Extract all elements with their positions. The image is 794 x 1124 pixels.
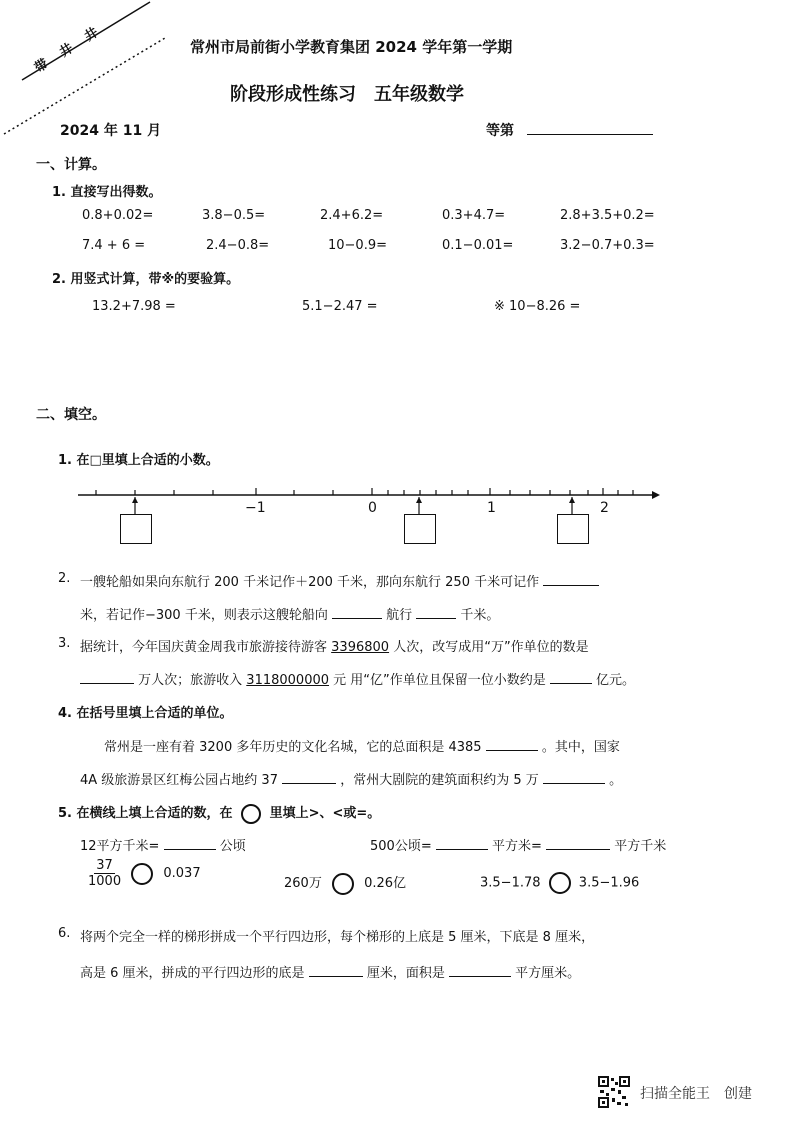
fill-blank[interactable]: [282, 771, 336, 784]
answer-box[interactable]: [404, 514, 436, 544]
fill-blank[interactable]: [486, 738, 538, 751]
s2-q3-line1: 据统计，今年国庆黄金周我市旅游接待游客 3396800 人次，改写成用“万”作单位的数是: [80, 640, 589, 655]
compare-item: 260万 0.26亿: [284, 872, 406, 895]
s2-q2-line1: 一艘轮船如果向东航行 200 千米记作＋200 千米，那向东航行 250 千米可记作: [80, 571, 599, 590]
s2-q5-row1-b: 500公顷= 平方米= 平方千米: [370, 839, 667, 854]
section2-title: 二、填空。: [36, 407, 106, 423]
qr-code-icon: [598, 1076, 630, 1108]
calc-item: 2.8+3.5+0.2=: [560, 208, 655, 223]
s2-q5-row1: 12平方千米= 公顷: [80, 839, 246, 854]
tick-label: −1: [245, 500, 266, 516]
fill-blank[interactable]: [543, 771, 605, 784]
section1-title: 一、计算。: [36, 157, 106, 173]
calc-item: 2.4+6.2=: [320, 208, 384, 223]
compare-item: 3.5−1.78 3.5−1.96: [480, 872, 639, 894]
calc-item: 10−0.9=: [328, 238, 388, 253]
grade-field[interactable]: [486, 120, 653, 140]
s2-q6-line2: 高是 6 厘米，拼成的平行四边形的底是 厘米，面积是 平方厘米。: [80, 966, 581, 981]
answer-box[interactable]: [557, 514, 589, 544]
s2-q4-line1: 常州是一座有着 3200 多年历史的文化名城，它的总面积是 4385 。其中，国家: [104, 740, 620, 755]
s2-q4-label: 4. 在括号里填上合适的单位。: [58, 706, 233, 721]
tick-label: 1: [487, 500, 496, 516]
calc-item: 2.4−0.8=: [206, 238, 270, 253]
s2-q1-label: 1. 在□里填上合适的小数。: [58, 453, 219, 468]
fill-blank[interactable]: [449, 964, 511, 977]
calc-item: 0.8+0.02=: [82, 208, 154, 223]
exam-title: 阶段形成性练习 五年级数学: [230, 84, 464, 105]
corner-stamp: 带 井 井: [32, 22, 107, 77]
s2-q6-line1: 将两个完全一样的梯形拼成一个平行四边形，每个梯形的上底是 5 厘米，下底是 8 厘米，: [80, 930, 595, 945]
vertical-calc-item: ※ 10−8.26 =: [494, 299, 581, 314]
vertical-calc-item: 13.2+7.98 =: [92, 299, 176, 314]
calc-item: 3.8−0.5=: [202, 208, 266, 223]
fill-blank[interactable]: [436, 837, 488, 850]
s1-q2-label: 2. 用竖式计算，带※的要验算。: [52, 272, 240, 287]
s2-q2-num: 2.: [58, 571, 71, 586]
fill-blank[interactable]: [80, 671, 134, 684]
compare-circle[interactable]: [549, 872, 571, 894]
compare-item: $\frac{37}{1000}$ 0.037: [88, 858, 201, 889]
fill-blank[interactable]: [416, 606, 456, 619]
s2-q3-num: 3.: [58, 636, 71, 651]
grade-blank[interactable]: [527, 122, 653, 135]
compare-circle[interactable]: [332, 873, 354, 895]
tick-label: 0: [368, 500, 377, 516]
fill-blank[interactable]: [332, 606, 382, 619]
grade-label: 等第: [486, 123, 514, 139]
s2-q5-label: 5. 在横线上填上合适的数，在 里填上>、<或=。: [58, 802, 380, 824]
fraction: $\frac{37}{1000}$: [88, 858, 122, 889]
scanner-watermark: 扫描全能王 创建: [640, 1086, 752, 1102]
s2-q4-line2: 4A 级旅游景区红梅公园占地约 37 ，常州大剧院的建筑面积约为 5 万 。: [80, 773, 623, 788]
answer-box[interactable]: [120, 514, 152, 544]
fill-blank[interactable]: [164, 837, 216, 850]
calc-item: 7.4 + 6 =: [82, 238, 146, 253]
calc-item: 0.3+4.7=: [442, 208, 506, 223]
calc-item: 3.2−0.7+0.3=: [560, 238, 655, 253]
fill-blank[interactable]: [550, 671, 592, 684]
s2-q3-line2: 万人次；旅游收入 3118000000 元 用“亿”作单位且保留一位小数约是 亿元。: [80, 669, 635, 688]
comparison-circle-icon: [241, 804, 261, 824]
fill-blank[interactable]: [546, 837, 610, 850]
compare-circle[interactable]: [131, 863, 153, 885]
fill-blank[interactable]: [543, 573, 599, 586]
s2-q2-line2: 米，若记作−300 千米，则表示这艘轮船向 航行 千米。: [80, 608, 500, 623]
calc-item: 0.1−0.01=: [442, 238, 514, 253]
tick-label: 2: [600, 500, 609, 516]
s2-q6-num: 6.: [58, 926, 71, 941]
s1-q1-label: 1. 直接写出得数。: [52, 185, 162, 200]
fill-blank[interactable]: [309, 964, 363, 977]
school-title: 常州市局前街小学教育集团 2024 学年第一学期: [190, 38, 513, 56]
vertical-calc-item: 5.1−2.47 =: [302, 299, 378, 314]
exam-date: 2024 年 11 月: [60, 123, 162, 139]
